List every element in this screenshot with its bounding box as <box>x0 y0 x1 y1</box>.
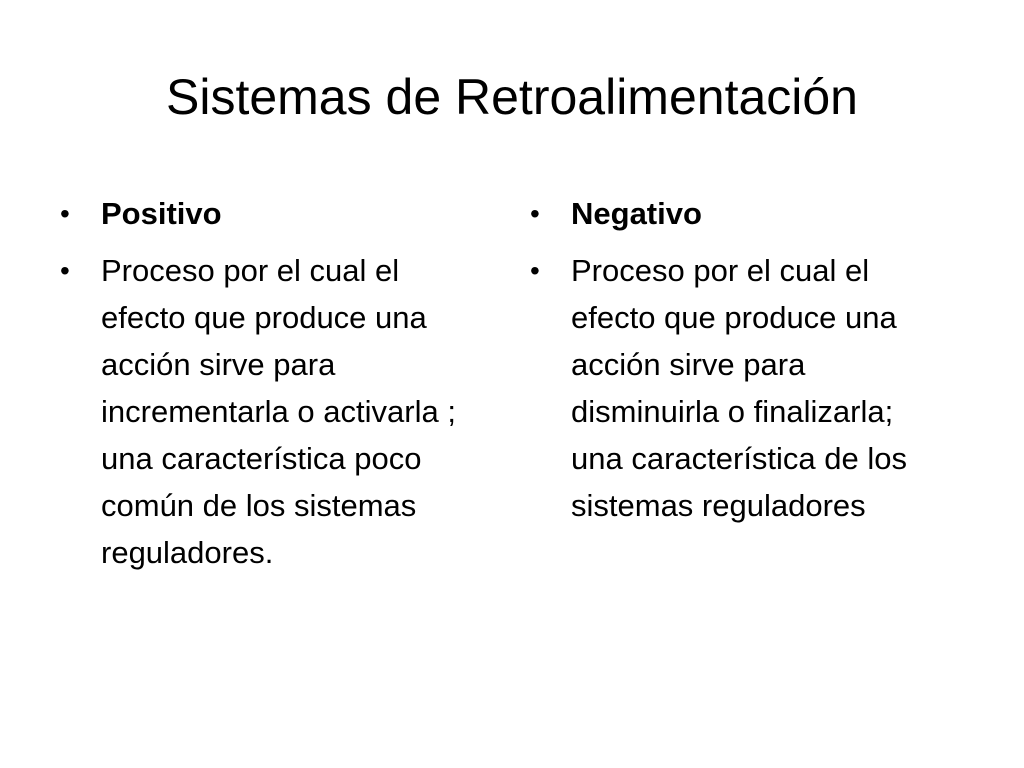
positive-heading-item <box>58 190 468 237</box>
negative-heading: Negativo <box>571 196 702 231</box>
positive-description: Proceso por el cual el efecto que produce una acción sirve para incrementarla o activarla ; una característica poco común de los sistemas reguladores. <box>101 253 456 570</box>
bullet-icon: • <box>530 255 540 286</box>
positive-description-item <box>58 247 468 576</box>
negative-description: Proceso por el cual el efecto que produce una acción sirve para disminuirla o finalizarla; una característica de los sistemas reguladores <box>571 253 908 523</box>
bullet-icon: • <box>60 198 70 229</box>
bullet-icon: • <box>60 255 70 286</box>
positive-column <box>58 190 468 586</box>
bullet-icon: • <box>530 198 540 229</box>
positive-heading: Positivo <box>101 196 222 231</box>
negative-column <box>528 190 938 539</box>
negative-description-item <box>528 247 938 529</box>
slide-title: Sistemas de Retroalimentación <box>166 69 858 125</box>
negative-heading-item <box>528 190 938 237</box>
